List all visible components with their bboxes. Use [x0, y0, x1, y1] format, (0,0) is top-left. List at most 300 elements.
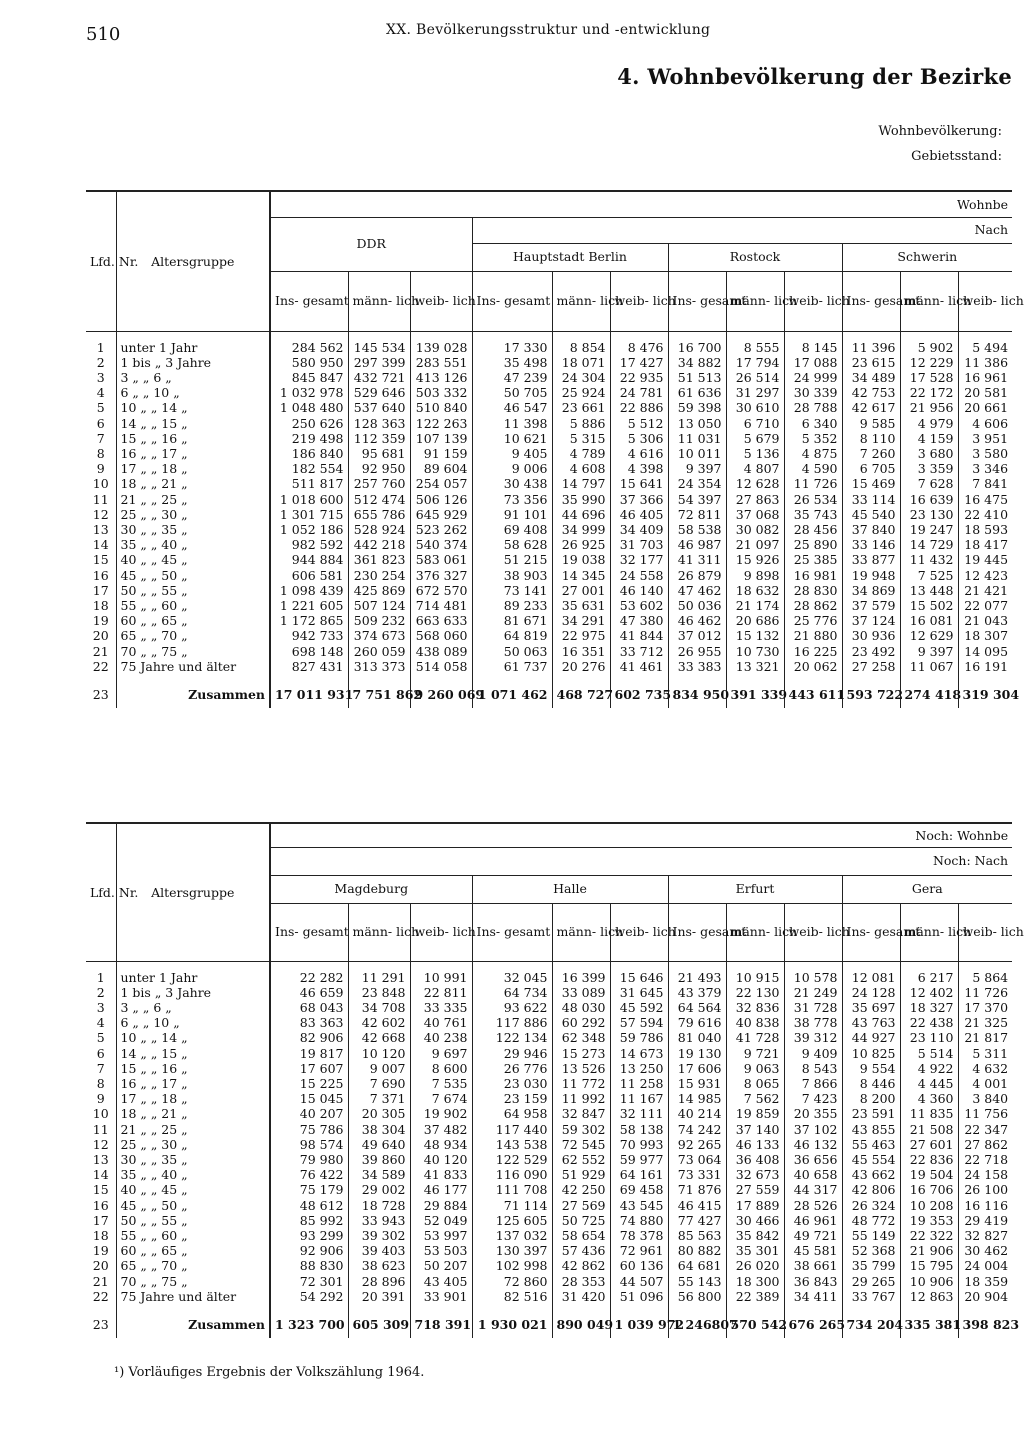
cell-value: 4 398	[610, 461, 668, 476]
cell-value: 4 875	[784, 446, 842, 461]
total-value: 335 381	[900, 1312, 958, 1338]
cell-value: 53 602	[610, 598, 668, 613]
subcol-header-maennlich: männ- lich	[552, 903, 610, 961]
cell-value: 33 877	[842, 552, 900, 567]
table-row	[86, 431, 1012, 446]
cell-value: 28 830	[784, 583, 842, 598]
total-value: 274 418	[900, 682, 958, 708]
cell-value: 537 640	[348, 400, 410, 415]
cell-value: 20 305	[348, 1106, 410, 1121]
cell-value: 34 999	[552, 522, 610, 537]
cell-value: 17 794	[726, 355, 784, 370]
cell-value: 17 528	[900, 370, 958, 385]
cell-value: 83 363	[270, 1015, 348, 1030]
total-value: 319 304	[958, 682, 1012, 708]
table-row	[86, 507, 1012, 522]
group-header-3: Gera	[842, 875, 1012, 903]
cell-value: 4 159	[900, 431, 958, 446]
cell-value: 19 817	[270, 1046, 348, 1061]
cell-value: 1 221 605	[270, 598, 348, 613]
cell-value: 107 139	[410, 431, 472, 446]
row-number: 8	[96, 445, 105, 461]
cell-value: 35 631	[552, 598, 610, 613]
row-number: 4	[96, 1015, 105, 1031]
cell-value: 645 929	[410, 507, 472, 522]
cell-value: 39 860	[348, 1152, 410, 1167]
cell-value: 93 299	[270, 1228, 348, 1243]
cell-value: 46 961	[784, 1213, 842, 1228]
cell-value: 20 661	[958, 400, 1012, 415]
group-header-0: DDR	[270, 217, 472, 271]
cell-value: 44 696	[552, 507, 610, 522]
subcol-header-maennlich: männ- lich	[726, 271, 784, 331]
info-wohnbevoelkerung: Wohnbevölkerung:	[878, 124, 1002, 139]
table-row	[86, 1167, 1012, 1182]
cell-value: 51 929	[552, 1167, 610, 1182]
cell-value: 10 906	[900, 1274, 958, 1289]
cell-value: 52 049	[410, 1213, 472, 1228]
cell-value: 72 811	[668, 507, 726, 522]
cell-value: 50 705	[472, 385, 552, 400]
table-row	[86, 644, 1012, 659]
cell-value: 27 258	[842, 659, 900, 674]
table-row	[86, 1274, 1012, 1289]
row-number: 6	[96, 415, 105, 431]
total-value: 605 309	[348, 1312, 410, 1338]
cell-value: 13 321	[726, 659, 784, 674]
table-row	[86, 522, 1012, 537]
subcol-header-weiblich: weib- lich	[958, 271, 1012, 331]
total-value: 1 039 972	[610, 1312, 668, 1338]
cell-value: 16 081	[900, 613, 958, 628]
cell-value: 20 391	[348, 1289, 410, 1304]
cell-value: 51 513	[668, 370, 726, 385]
row-age-group: 1 bis „ 3 Jahre	[116, 985, 270, 1000]
cell-value: 11 031	[668, 431, 726, 446]
cell-value: 33 114	[842, 492, 900, 507]
cell-value: 34 411	[784, 1289, 842, 1304]
cell-value: 31 645	[610, 985, 668, 1000]
cell-value: 22 836	[900, 1152, 958, 1167]
cell-value: 43 545	[610, 1198, 668, 1213]
table-row	[86, 985, 1012, 1000]
cell-value: 50 207	[410, 1258, 472, 1273]
row-age-group: 15 „ „ 16 „	[116, 1061, 270, 1076]
cell-value: 4 001	[958, 1076, 1012, 1091]
subcol-header-maennlich: männ- lich	[900, 271, 958, 331]
cell-value: 37 140	[726, 1122, 784, 1137]
cell-value: 58 654	[552, 1228, 610, 1243]
cell-value: 40 120	[410, 1152, 472, 1167]
row-number: 9	[96, 1091, 105, 1107]
cell-value: 24 158	[958, 1167, 1012, 1182]
cell-value: 26 324	[842, 1198, 900, 1213]
cell-value: 122 263	[410, 416, 472, 431]
subcol-header-insgesamt: Ins- gesamt	[270, 271, 348, 331]
cell-value: 42 806	[842, 1182, 900, 1197]
row-number: 14	[92, 1167, 109, 1183]
table-row	[86, 1076, 1012, 1091]
row-number: 22	[92, 658, 109, 674]
cell-value: 413 126	[410, 370, 472, 385]
row-age-group: 16 „ „ 17 „	[116, 1076, 270, 1091]
row-number: 4	[96, 385, 105, 401]
cell-value: 45 554	[842, 1152, 900, 1167]
cell-value: 514 058	[410, 659, 472, 674]
row-age-group: 65 „ „ 70 „	[116, 628, 270, 643]
cell-value: 9 585	[842, 416, 900, 431]
cell-value: 28 862	[784, 598, 842, 613]
cell-value: 13 526	[552, 1061, 610, 1076]
cell-value: 82 906	[270, 1030, 348, 1045]
cell-value: 16 639	[900, 492, 958, 507]
table-row	[86, 370, 1012, 385]
cell-value: 313 373	[348, 659, 410, 674]
cell-value: 4 445	[900, 1076, 958, 1091]
cell-value: 11 398	[472, 416, 552, 431]
row-age-group: 18 „ „ 21 „	[116, 1106, 270, 1121]
cell-value: 16 191	[958, 659, 1012, 674]
subcol-header-weiblich: weib- lich	[410, 271, 472, 331]
cell-value: 42 668	[348, 1030, 410, 1045]
cell-value: 568 060	[410, 628, 472, 643]
total-value: 17 011 931	[270, 682, 348, 708]
cell-value: 8 145	[784, 340, 842, 355]
total-value: 676 265	[784, 1312, 842, 1338]
cell-value: 22 718	[958, 1152, 1012, 1167]
cell-value: 26 534	[784, 492, 842, 507]
cell-value: 14 985	[668, 1091, 726, 1106]
cell-value: 52 368	[842, 1243, 900, 1258]
cell-value: 19 247	[900, 522, 958, 537]
row-number: 11	[92, 491, 109, 507]
subcol-header-insgesamt: Ins- gesamt	[668, 271, 726, 331]
subcol-header-weiblich: weib- lich	[610, 271, 668, 331]
cell-value: 1 048 480	[270, 400, 348, 415]
cell-value: 15 225	[270, 1076, 348, 1091]
cell-value: 11 835	[900, 1106, 958, 1121]
cell-value: 1 301 715	[270, 507, 348, 522]
cell-value: 91 101	[472, 507, 552, 522]
table-row	[86, 628, 1012, 643]
cell-value: 10 991	[410, 970, 472, 985]
cell-value: 64 564	[668, 1000, 726, 1015]
table-row	[86, 1030, 1012, 1045]
cell-value: 14 673	[610, 1046, 668, 1061]
cell-value: 44 317	[784, 1182, 842, 1197]
cell-value: 28 526	[784, 1198, 842, 1213]
cell-value: 260 059	[348, 644, 410, 659]
cell-value: 10 915	[726, 970, 784, 985]
cell-value: 297 399	[348, 355, 410, 370]
row-number: 9	[96, 461, 105, 477]
cell-value: 23 615	[842, 355, 900, 370]
row-number: 23	[92, 1317, 109, 1333]
table-row	[86, 659, 1012, 674]
row-age-group: 6 „ „ 10 „	[116, 1015, 270, 1030]
cell-value: 1 018 600	[270, 492, 348, 507]
cell-value: 58 628	[472, 537, 552, 552]
row-age-group: 40 „ „ 45 „	[116, 1182, 270, 1197]
cell-value: 5 311	[958, 1046, 1012, 1061]
cell-value: 85 563	[668, 1228, 726, 1243]
row-age-group: 3 „ „ 6 „	[116, 1000, 270, 1015]
row-age-group: 21 „ „ 25 „	[116, 1122, 270, 1137]
cell-value: 4 590	[784, 461, 842, 476]
cell-value: 80 882	[668, 1243, 726, 1258]
cell-value: 33 943	[348, 1213, 410, 1228]
cell-value: 49 640	[348, 1137, 410, 1152]
cell-value: 11 772	[552, 1076, 610, 1091]
total-value: 734 204	[842, 1312, 900, 1338]
row-age-group: 14 „ „ 15 „	[116, 416, 270, 431]
cell-value: 24 128	[842, 985, 900, 1000]
subcol-header-maennlich: männ- lich	[552, 271, 610, 331]
cell-value: 3 346	[958, 461, 1012, 476]
cell-value: 22 975	[552, 628, 610, 643]
cell-value: 23 591	[842, 1106, 900, 1121]
cell-value: 75 786	[270, 1122, 348, 1137]
cell-value: 30 438	[472, 476, 552, 491]
row-age-group: 21 „ „ 25 „	[116, 492, 270, 507]
cell-value: 39 302	[348, 1228, 410, 1243]
cell-value: 5 512	[610, 416, 668, 431]
cell-value: 33 146	[842, 537, 900, 552]
cell-value: 92 906	[270, 1243, 348, 1258]
cell-value: 125 605	[472, 1213, 552, 1228]
cell-value: 506 126	[410, 492, 472, 507]
cell-value: 18 359	[958, 1274, 1012, 1289]
cell-value: 32 111	[610, 1106, 668, 1121]
cell-value: 12 402	[900, 985, 958, 1000]
cell-value: 33 901	[410, 1289, 472, 1304]
cell-value: 15 641	[610, 476, 668, 491]
cell-value: 58 138	[610, 1122, 668, 1137]
cell-value: 19 504	[900, 1167, 958, 1182]
cell-value: 507 124	[348, 598, 410, 613]
cell-value: 12 081	[842, 970, 900, 985]
row-number: 19	[92, 613, 109, 629]
subcol-header-weiblich: weib- lich	[610, 903, 668, 961]
cell-value: 186 840	[270, 446, 348, 461]
cell-value: 425 869	[348, 583, 410, 598]
cell-value: 510 840	[410, 400, 472, 415]
cell-value: 36 843	[784, 1274, 842, 1289]
table-row	[86, 400, 1012, 415]
cell-value: 59 302	[552, 1122, 610, 1137]
cell-value: 8 476	[610, 340, 668, 355]
cell-value: 93 622	[472, 1000, 552, 1015]
cell-value: 26 776	[472, 1061, 552, 1076]
cell-value: 16 116	[958, 1198, 1012, 1213]
cell-value: 55 149	[842, 1228, 900, 1243]
cell-value: 24 304	[552, 370, 610, 385]
cell-value: 15 646	[610, 970, 668, 985]
total-label: Zusammen	[116, 682, 270, 708]
row-age-group: 75 Jahre und älter	[116, 1289, 270, 1304]
cell-value: 48 934	[410, 1137, 472, 1152]
cell-value: 81 040	[668, 1030, 726, 1045]
cell-value: 24 354	[668, 476, 726, 491]
cell-value: 22 130	[726, 985, 784, 1000]
cell-value: 70 993	[610, 1137, 668, 1152]
row-age-group: unter 1 Jahr	[116, 340, 270, 355]
cell-value: 35 990	[552, 492, 610, 507]
cell-value: 30 339	[784, 385, 842, 400]
cell-value: 21 508	[900, 1122, 958, 1137]
cell-value: 4 360	[900, 1091, 958, 1106]
cell-value: 42 602	[348, 1015, 410, 1030]
cell-value: 12 628	[726, 476, 784, 491]
cell-value: 4 632	[958, 1061, 1012, 1076]
cell-value: 32 673	[726, 1167, 784, 1182]
table-row	[86, 970, 1012, 985]
cell-value: 12 229	[900, 355, 958, 370]
cell-value: 10 120	[348, 1046, 410, 1061]
cell-value: 117 440	[472, 1122, 552, 1137]
cell-value: 56 800	[668, 1289, 726, 1304]
cell-value: 122 134	[472, 1030, 552, 1045]
row-age-group: 30 „ „ 35 „	[116, 522, 270, 537]
cell-value: 18 327	[900, 1000, 958, 1015]
cell-value: 50 036	[668, 598, 726, 613]
cell-value: 11 067	[900, 659, 958, 674]
table-row	[86, 1061, 1012, 1076]
row-age-group: 25 „ „ 30 „	[116, 507, 270, 522]
cell-value: 34 882	[668, 355, 726, 370]
row-age-group: 15 „ „ 16 „	[116, 431, 270, 446]
cell-value: 36 656	[784, 1152, 842, 1167]
cell-value: 46 132	[784, 1137, 842, 1152]
cell-value: 12 629	[900, 628, 958, 643]
cell-value: 6 710	[726, 416, 784, 431]
cell-value: 76 422	[270, 1167, 348, 1182]
row-age-group: 45 „ „ 50 „	[116, 1198, 270, 1213]
cell-value: 15 469	[842, 476, 900, 491]
cell-value: 942 733	[270, 628, 348, 643]
header-wohnbevoelkerung: Wohnbe	[270, 191, 1012, 217]
cell-value: 22 811	[410, 985, 472, 1000]
cell-value: 18 300	[726, 1274, 784, 1289]
cell-value: 7 690	[348, 1076, 410, 1091]
cell-value: 31 703	[610, 537, 668, 552]
row-age-group: 6 „ „ 10 „	[116, 385, 270, 400]
cell-value: 21 325	[958, 1015, 1012, 1030]
cell-value: 59 398	[668, 400, 726, 415]
cell-value: 580 950	[270, 355, 348, 370]
cell-value: 60 292	[552, 1015, 610, 1030]
cell-value: 284 562	[270, 340, 348, 355]
cell-value: 50 063	[472, 644, 552, 659]
table-bezirke-part2	[86, 822, 1024, 1338]
cell-value: 23 159	[472, 1091, 552, 1106]
cell-value: 77 427	[668, 1213, 726, 1228]
cell-value: 606 581	[270, 568, 348, 583]
cell-value: 29 884	[410, 1198, 472, 1213]
cell-value: 64 734	[472, 985, 552, 1000]
row-number: 10	[92, 476, 109, 492]
cell-value: 20 686	[726, 613, 784, 628]
cell-value: 41 833	[410, 1167, 472, 1182]
cell-value: 34 589	[348, 1167, 410, 1182]
row-number: 18	[92, 1227, 109, 1243]
cell-value: 88 830	[270, 1258, 348, 1273]
cell-value: 30 610	[726, 400, 784, 415]
cell-value: 32 045	[472, 970, 552, 985]
cell-value: 46 987	[668, 537, 726, 552]
row-number: 13	[92, 521, 109, 537]
row-age-group: 17 „ „ 18 „	[116, 461, 270, 476]
table-row	[86, 583, 1012, 598]
cell-value: 40 207	[270, 1106, 348, 1121]
cell-value: 7 841	[958, 476, 1012, 491]
cell-value: 7 371	[348, 1091, 410, 1106]
row-age-group: 55 „ „ 60 „	[116, 598, 270, 613]
cell-value: 15 045	[270, 1091, 348, 1106]
cell-value: 41 728	[726, 1030, 784, 1045]
cell-value: 85 992	[270, 1213, 348, 1228]
cell-value: 17 330	[472, 340, 552, 355]
cell-value: 64 161	[610, 1167, 668, 1182]
cell-value: 15 502	[900, 598, 958, 613]
cell-value: 20 581	[958, 385, 1012, 400]
table-row	[86, 1137, 1012, 1152]
cell-value: 92 950	[348, 461, 410, 476]
cell-value: 46 405	[610, 507, 668, 522]
cell-value: 14 729	[900, 537, 958, 552]
cell-value: 41 311	[668, 552, 726, 567]
cell-value: 23 661	[552, 400, 610, 415]
cell-value: 35 697	[842, 1000, 900, 1015]
cell-value: 18 307	[958, 628, 1012, 643]
cell-value: 98 574	[270, 1137, 348, 1152]
cell-value: 73 356	[472, 492, 552, 507]
cell-value: 64 958	[472, 1106, 552, 1121]
cell-value: 53 997	[410, 1228, 472, 1243]
group-header-2: Erfurt	[668, 875, 842, 903]
cell-value: 19 130	[668, 1046, 726, 1061]
cell-value: 38 661	[784, 1258, 842, 1273]
cell-value: 46 133	[726, 1137, 784, 1152]
cell-value: 254 057	[410, 476, 472, 491]
cell-value: 442 218	[348, 537, 410, 552]
table-row	[86, 1213, 1012, 1228]
cell-value: 46 177	[410, 1182, 472, 1197]
cell-value: 42 753	[842, 385, 900, 400]
cell-value: 37 068	[726, 507, 784, 522]
cell-value: 33 383	[668, 659, 726, 674]
cell-value: 11 258	[610, 1076, 668, 1091]
row-number: 20	[92, 1258, 109, 1274]
cell-value: 35 842	[726, 1228, 784, 1243]
cell-value: 57 436	[552, 1243, 610, 1258]
cell-value: 11 291	[348, 970, 410, 985]
cell-value: 7 562	[726, 1091, 784, 1106]
row-age-group: 1 bis „ 3 Jahre	[116, 355, 270, 370]
cell-value: 43 855	[842, 1122, 900, 1137]
table-row	[86, 1106, 1012, 1121]
table-row	[86, 1000, 1012, 1015]
cell-value: 9 007	[348, 1061, 410, 1076]
cell-value: 26 879	[668, 568, 726, 583]
total-value: 602 735	[610, 682, 668, 708]
cell-value: 42 250	[552, 1182, 610, 1197]
row-number: 14	[92, 537, 109, 553]
group-header-3: Schwerin	[842, 243, 1012, 271]
cell-value: 30 936	[842, 628, 900, 643]
cell-value: 6 705	[842, 461, 900, 476]
cell-value: 37 012	[668, 628, 726, 643]
